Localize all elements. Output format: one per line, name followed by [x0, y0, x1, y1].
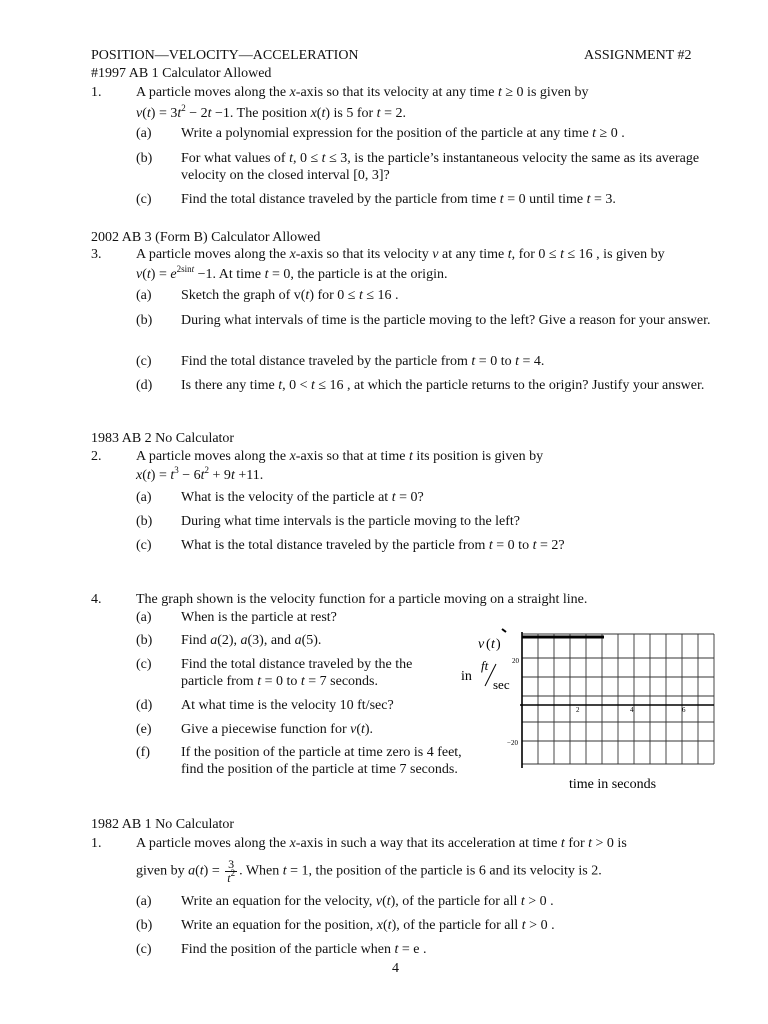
part-question: Write an equation for the velocity, v(t), of the particle for all t > 0 . — [181, 894, 554, 909]
part-label: (c) — [136, 538, 152, 553]
part-label: (c) — [136, 192, 152, 207]
problem-number: 1. — [91, 836, 102, 851]
part-question: During what time intervals is the particle moving to the left? — [181, 514, 521, 529]
part-question: What is the velocity of the particle at t = 0? — [181, 490, 424, 505]
part-question: Write an equation for the position, x(t), of the particle for all t > 0 . — [181, 918, 555, 933]
arrow-icon — [502, 629, 506, 632]
problem-number: 1. — [91, 85, 102, 100]
part-label: (b) — [136, 151, 153, 166]
fraction: $\frac{3}{t^2}$ — [227, 857, 236, 885]
graph-grid — [522, 634, 714, 764]
part-label: (a) — [136, 126, 152, 141]
part-label: (b) — [136, 514, 153, 529]
problem-stem: A particle moves along the x-axis so that at time t its position is given by — [136, 449, 544, 464]
worksheet-title: POSITION—VELOCITY—ACCELERATION — [91, 48, 359, 63]
y-tick-label-neg20: −20 — [507, 739, 518, 747]
y-axis-label-v: v — [478, 637, 485, 652]
problem-stem: A particle moves along the x-axis in such a way that its acceleration at time t for t > 0 is — [136, 836, 627, 851]
page-number: 4 — [392, 961, 399, 976]
part-question: Find the total distance traveled by the particle from t = 0 to t = 4. — [181, 354, 545, 369]
part-question: What is the total distance traveled by the particle from t = 0 to t = 2? — [181, 538, 565, 553]
problem-stem: The graph shown is the velocity function for a particle moving on a straight line. — [136, 592, 588, 607]
y-axis-label-ft: ft — [481, 658, 489, 673]
problem-equation: $v(t) = e^{2sint} -1$. At time t = 0, the particle is at the origin. — [136, 264, 448, 282]
part-question: When is the particle at rest? — [181, 610, 337, 625]
y-axis-paren-close: ) — [496, 637, 501, 652]
part-label: (c) — [136, 657, 152, 672]
problem-equation: $x(t) = t^3 - 6t^2 + 9t +11$. — [136, 465, 264, 483]
y-axis-paren-open: ( — [486, 637, 491, 652]
part-question: Find a(2), a(3), and a(5). — [181, 633, 322, 648]
x-axis-label: time in seconds — [569, 777, 657, 792]
part-question: For what values of t, 0 ≤ t ≤ 3, is the particle’s instantaneous velocity the same as its average velocity on the closed interval [0, 3]? — [181, 151, 700, 183]
part-label: (b) — [136, 313, 153, 328]
part-question: Find the position of the particle when t = e . — [181, 942, 427, 957]
part-label: (a) — [136, 490, 152, 505]
part-label: (b) — [136, 633, 153, 648]
y-axis-label-in: in — [461, 669, 472, 684]
part-question: Find the total distance traveled by the the particle from t = 0 to t = 7 seconds. — [181, 657, 413, 689]
problem-equation: $v(t) = 3t^2 - 2t -1$. The position x(t) is 5 for t = 2. — [136, 103, 406, 121]
part-question: At what time is the velocity 10 ft/sec? — [181, 698, 394, 713]
problem-stem: A particle moves along the x-axis so that its velocity at any time t ≥ 0 is given by — [136, 85, 589, 100]
velocity-graph — [450, 618, 720, 798]
problem-source: 1983 AB 2 No Calculator — [91, 431, 235, 446]
part-question: During what intervals of time is the particle moving to the left? Give a reason for your answer. — [181, 313, 711, 328]
part-label: (a) — [136, 288, 152, 303]
part-label: (d) — [136, 698, 153, 713]
part-label: (e) — [136, 722, 152, 737]
part-label: (b) — [136, 918, 153, 933]
x-tick-label-2: 2 — [576, 706, 580, 714]
problem-number: 2. — [91, 449, 102, 464]
problem-source: 2002 AB 3 (Form B) Calculator Allowed — [91, 230, 321, 245]
problem-stem: A particle moves along the x-axis so that its velocity v at any time t, for 0 ≤ t ≤ 16 , is given by — [136, 247, 665, 262]
x-tick-label-6: 6 — [682, 706, 686, 714]
part-label: (f) — [136, 745, 150, 760]
part-question: Is there any time t, 0 < t ≤ 16 , at which the particle returns to the origin? Justify your answer. — [181, 378, 705, 393]
part-label: (a) — [136, 610, 152, 625]
problem-number: 3. — [91, 247, 102, 262]
part-question: Sketch the graph of v(t) for 0 ≤ t ≤ 16 . — [181, 288, 399, 303]
y-axis-label-sec: sec — [493, 677, 510, 692]
part-question: Find the total distance traveled by the particle from time t = 0 until time t = 3. — [181, 192, 616, 207]
y-axis-label-t: t — [491, 637, 495, 652]
part-label: (c) — [136, 942, 152, 957]
assignment-label: ASSIGNMENT #2 — [584, 48, 692, 63]
problem-number: 4. — [91, 592, 102, 607]
part-question: Write a polynomial expression for the position of the particle at any time t ≥ 0 . — [181, 126, 625, 141]
y-tick-label-20: 20 — [512, 657, 519, 665]
x-tick-label-4: 4 — [630, 706, 634, 714]
problem-source: #1997 AB 1 Calculator Allowed — [91, 66, 272, 81]
part-label: (a) — [136, 894, 152, 909]
problem-given: given by a(t) = $\frac{3}{t^2}$ . When t = 1, the position of the particle is 6 and its velocity is 2. — [136, 857, 602, 885]
part-label: (c) — [136, 354, 152, 369]
part-label: (d) — [136, 378, 153, 393]
problem-source: 1982 AB 1 No Calculator — [91, 817, 235, 832]
part-question: If the position of the particle at time zero is 4 feet, find the position of the particle at time 7 seconds. — [181, 745, 462, 777]
part-question: Give a piecewise function for v(t). — [181, 722, 374, 737]
